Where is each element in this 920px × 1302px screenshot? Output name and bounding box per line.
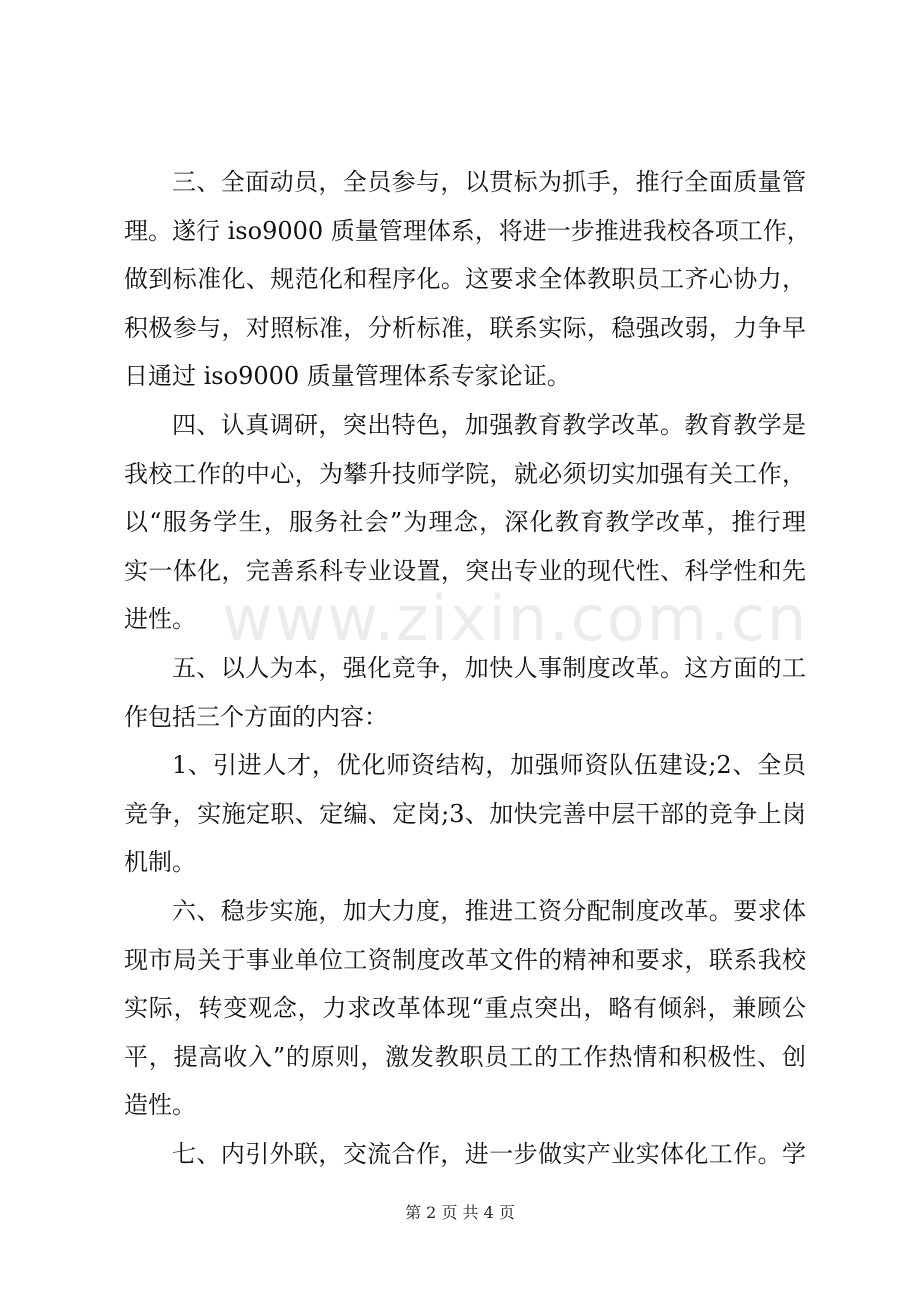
paragraph-line: 理。遂行 iso9000 质量管理体系，将进一步推进我校各项工作， [124, 216, 811, 245]
watermark: www.zixin.com.cn [222, 582, 809, 655]
paragraph-line: 三、全面动员，全员参与，以贯标为抓手，推行全面质量管 [172, 168, 806, 196]
paragraph-line: 1、引进人才，优化师资结构，加强师资队伍建设;2、全员 [172, 751, 806, 780]
paragraph-line: 现市局关于事业单位工资制度改革文件的精神和要求，联系我校 [124, 945, 806, 974]
paragraph-line: 竞争，实施定职、定编、定岗;3、加快完善中层干部的竞争上岗 [124, 799, 806, 828]
paragraph-line: 作包括三个方面的内容： [124, 702, 388, 731]
page-number-footer: 第 2 页 共 4 页 [405, 1203, 515, 1222]
paragraph-line: 六、稳步实施，加大力度，推进工资分配制度改革。要求体 [172, 896, 806, 925]
paragraph-line: 进性。 [124, 605, 196, 634]
paragraph-line: 平，提高收入”的原则，激发教职员工的工作热情和积极性、创 [124, 1042, 806, 1071]
paragraph-line: 积极参与，对照标准，分析标准，联系实际，稳强改弱，力争早 [124, 313, 806, 342]
paragraph-line: 以“服务学生，服务社会”为理念，深化教育教学改革，推行理 [124, 508, 806, 537]
paragraph-line: 实一体化，完善系科专业设置，突出专业的现代性、科学性和先 [124, 556, 806, 585]
paragraph-line: 实际，转变观念，力求改革体现“重点突出，略有倾斜，兼顾公 [124, 994, 806, 1023]
paragraph-line: 日通过 iso9000 质量管理体系专家论证。 [124, 362, 571, 391]
paragraph-line: 七、内引外联，交流合作，进一步做实产业实体化工作。学 [172, 1139, 806, 1168]
paragraph-line: 做到标准化、规范化和程序化。这要求全体教职员工齐心协力， [124, 265, 806, 294]
paragraph-line: 四、认真调研，突出特色，加强教育教学改革。教育教学是 [172, 410, 806, 439]
document-body [124, 158, 811, 1178]
paragraph-line: 我校工作的中心，为攀升技师学院，就必须切实加强有关工作， [124, 459, 806, 488]
paragraph-line: 造性。 [124, 1091, 196, 1120]
paragraph-line: 机制。 [124, 848, 196, 877]
paragraph-line: 五、以人为本，强化竞争，加快人事制度改革。这方面的工 [172, 653, 806, 682]
